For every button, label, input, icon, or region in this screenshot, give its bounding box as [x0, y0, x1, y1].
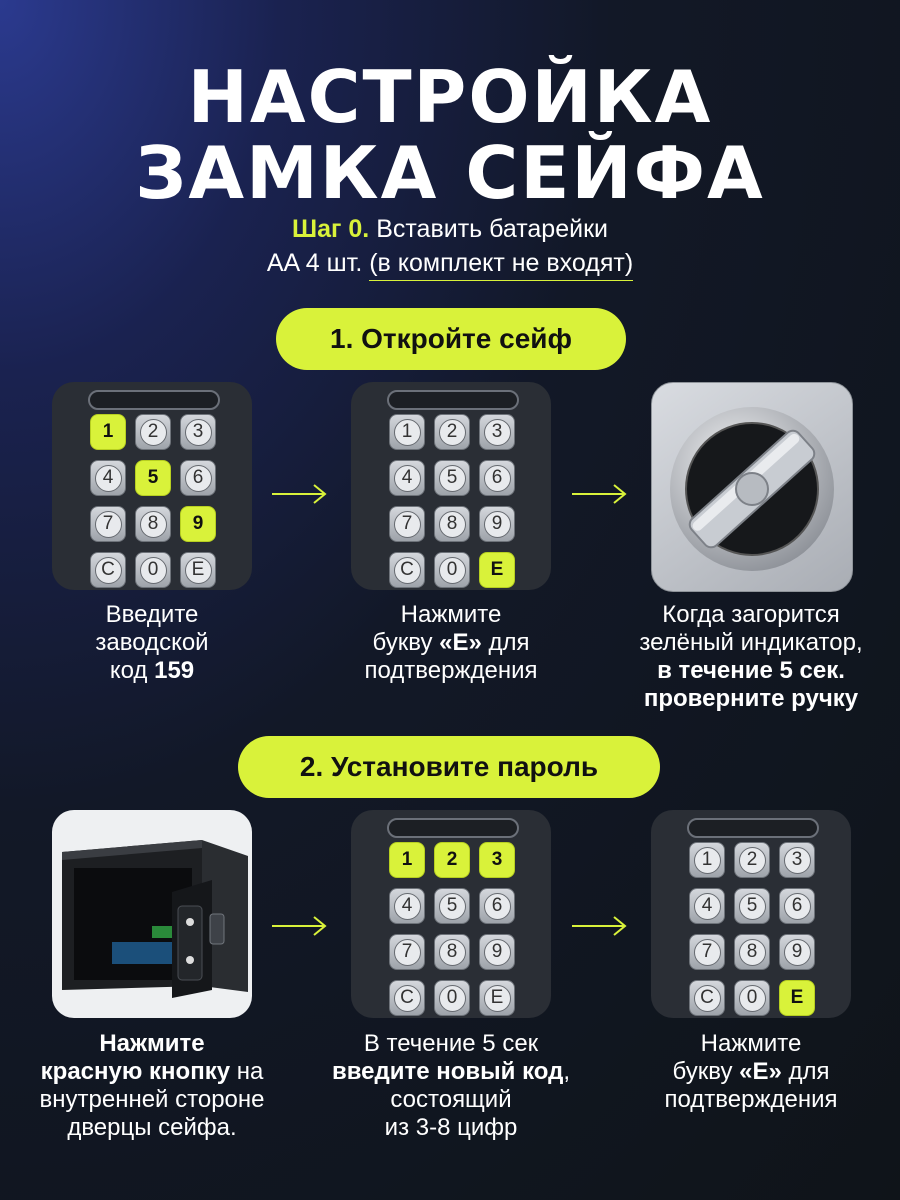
open-safe-image	[52, 810, 252, 1018]
keypad-card-new-code	[351, 810, 551, 1018]
keypad	[389, 414, 519, 588]
key-c[interactable]: C	[90, 552, 126, 588]
key-9[interactable]: 9	[180, 506, 216, 542]
step0-text2-prefix: AA 4 шт.	[266, 249, 370, 277]
caption-new-code: В течение 5 сек введите новый код, состоящий из 3-8 цифр	[331, 1030, 571, 1141]
arrow-right-icon	[570, 482, 630, 506]
key-e[interactable]: E	[779, 980, 815, 1016]
page-title-line2: ЗАМКА СЕЙФА	[135, 131, 765, 215]
keypad-card-press-e	[351, 382, 551, 590]
key-3[interactable]: 3	[479, 842, 515, 878]
handle-icon	[652, 383, 852, 591]
step0-label: Шаг 0.	[292, 215, 370, 243]
key-8[interactable]: 8	[135, 506, 171, 542]
key-7[interactable]: 7	[689, 934, 725, 970]
key-0[interactable]: 0	[734, 980, 770, 1016]
key-1[interactable]: 1	[389, 842, 425, 878]
key-c[interactable]: C	[689, 980, 725, 1016]
key-9[interactable]: 9	[479, 506, 515, 542]
key-3[interactable]: 3	[180, 414, 216, 450]
safe-handle-image	[651, 382, 853, 592]
caption-press-e: Нажмите букву «E» для подтверждения	[364, 601, 538, 684]
section2-pill: 2. Установите пароль	[238, 736, 660, 798]
key-0[interactable]: 0	[135, 552, 171, 588]
open-safe-icon	[52, 810, 252, 1018]
key-3[interactable]: 3	[479, 414, 515, 450]
key-3[interactable]: 3	[779, 842, 815, 878]
indicator-slot	[387, 818, 519, 838]
key-c[interactable]: C	[389, 980, 425, 1016]
key-9[interactable]: 9	[479, 934, 515, 970]
key-2[interactable]: 2	[434, 414, 470, 450]
key-4[interactable]: 4	[389, 460, 425, 496]
key-4[interactable]: 4	[389, 888, 425, 924]
key-1[interactable]: 1	[389, 414, 425, 450]
key-5[interactable]: 5	[734, 888, 770, 924]
indicator-slot	[387, 390, 519, 410]
arrow-right-icon	[570, 914, 630, 938]
keypad	[389, 842, 519, 1016]
keypad	[90, 414, 220, 588]
key-6[interactable]: 6	[479, 888, 515, 924]
key-5[interactable]: 5	[135, 460, 171, 496]
key-7[interactable]: 7	[389, 506, 425, 542]
key-9[interactable]: 9	[779, 934, 815, 970]
key-e[interactable]: E	[479, 552, 515, 588]
step0-text2-underlined: (в комплект не входят)	[369, 249, 633, 281]
key-1[interactable]: 1	[689, 842, 725, 878]
indicator-slot	[88, 390, 220, 410]
arrow-right-icon	[270, 482, 330, 506]
step0-text1: Вставить батарейки	[376, 215, 608, 243]
indicator-slot	[687, 818, 819, 838]
key-0[interactable]: 0	[434, 552, 470, 588]
key-e[interactable]: E	[479, 980, 515, 1016]
keypad-card-confirm	[651, 810, 851, 1018]
key-6[interactable]: 6	[180, 460, 216, 496]
key-7[interactable]: 7	[90, 506, 126, 542]
key-5[interactable]: 5	[434, 460, 470, 496]
caption-turn-handle: Когда загорится зелёный индикатор, в течение 5 сек. проверните ручку	[639, 601, 863, 712]
section1-pill: 1. Откройте сейф	[276, 308, 626, 370]
key-8[interactable]: 8	[434, 506, 470, 542]
key-6[interactable]: 6	[779, 888, 815, 924]
caption-confirm: Нажмите букву «E» для подтверждения	[664, 1030, 838, 1113]
key-7[interactable]: 7	[389, 934, 425, 970]
key-5[interactable]: 5	[434, 888, 470, 924]
arrow-right-icon	[270, 914, 330, 938]
page-title-line1: НАСТРОЙКА	[187, 55, 713, 139]
key-2[interactable]: 2	[135, 414, 171, 450]
key-8[interactable]: 8	[734, 934, 770, 970]
key-4[interactable]: 4	[689, 888, 725, 924]
caption-red-button: Нажмите красную кнопку на внутренней стороне дверцы сейфа.	[39, 1030, 265, 1141]
key-4[interactable]: 4	[90, 460, 126, 496]
key-6[interactable]: 6	[479, 460, 515, 496]
key-e[interactable]: E	[180, 552, 216, 588]
keypad	[689, 842, 819, 1016]
caption-enter-code: Введите заводской код 159	[95, 601, 209, 684]
key-2[interactable]: 2	[734, 842, 770, 878]
key-c[interactable]: C	[389, 552, 425, 588]
key-2[interactable]: 2	[434, 842, 470, 878]
key-8[interactable]: 8	[434, 934, 470, 970]
step0-instruction	[0, 212, 900, 280]
key-0[interactable]: 0	[434, 980, 470, 1016]
key-1[interactable]: 1	[90, 414, 126, 450]
keypad-card-enter-code	[52, 382, 252, 590]
